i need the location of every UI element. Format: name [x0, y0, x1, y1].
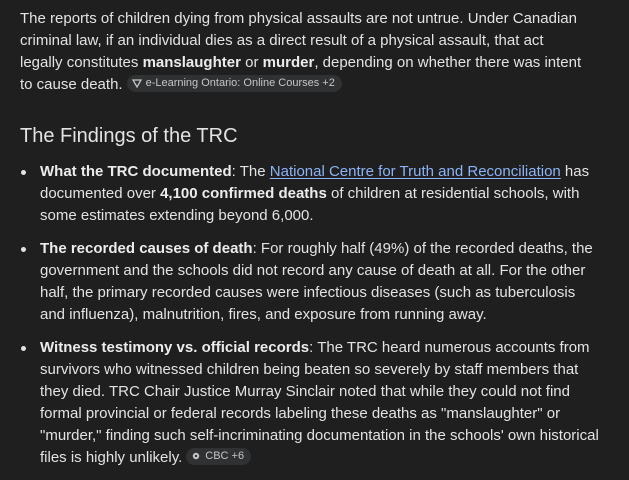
list-item-heading: The recorded causes of death [40, 240, 253, 257]
list-item [20, 238, 600, 326]
findings-list [20, 161, 610, 469]
list-item-text: : For roughly half (49%) of the recorded deaths, the government and the schools did not record any cause of death at all. For the other half, the primary recorded causes were infectious diseases (such as tuberculosis and influenza), malnutrition, fires, and exposure from running away. [40, 240, 593, 323]
source-chip-label: e-Learning Ontario: Online Courses +2 [145, 76, 335, 89]
source-logo-icon [132, 78, 142, 88]
list-item-text: : The [231, 163, 270, 180]
source-logo-icon [191, 451, 201, 461]
bullet-dot [21, 346, 26, 351]
intro-text: or [240, 54, 263, 71]
ncrt-link[interactable]: National Centre for Truth and Reconciliation [269, 163, 561, 180]
list-item-text: of children at residential schools, with some estimates extending beyond 6,000. [40, 185, 580, 224]
list-item-bold: 4,100 confirmed deaths [160, 185, 327, 202]
response-content [20, 8, 610, 480]
list-item [20, 337, 600, 469]
intro-text: The reports of children dying from physical assaults are not untrue. Under Canadian criminal law, if an individual dies as a direct result of a physical assault, that act legally constitutes [20, 10, 577, 71]
source-chip[interactable] [127, 75, 342, 92]
intro-text: , depending on whether there was intent to cause death. [20, 54, 582, 93]
source-chip-label: CBC +6 [205, 449, 245, 462]
source-chip[interactable] [186, 448, 251, 465]
intro-bold-murder: murder [262, 54, 315, 71]
list-item [20, 161, 600, 227]
list-item-text: : The TRC heard numerous accounts from survivors who witnessed children being beaten so severely by staff members that they died. TRC Chair Justice Murray Sinclair noted that while they could not find formal provincial or federal records labeling these deaths as "manslaughter" or "murder," finding such self-incriminating documentation in the schools' own historical files is highly unlikely. [40, 339, 599, 466]
intro-bold-manslaughter: manslaughter [142, 54, 241, 71]
section-heading: The Findings of the TRC [20, 125, 238, 147]
list-item-text: has documented over [40, 163, 590, 202]
intro-paragraph [20, 8, 590, 96]
list-item-heading: What the TRC documented [40, 163, 232, 180]
bullet-dot [21, 247, 26, 252]
list-item-heading: Witness testimony vs. official records [40, 339, 310, 356]
bullet-dot [21, 170, 26, 175]
